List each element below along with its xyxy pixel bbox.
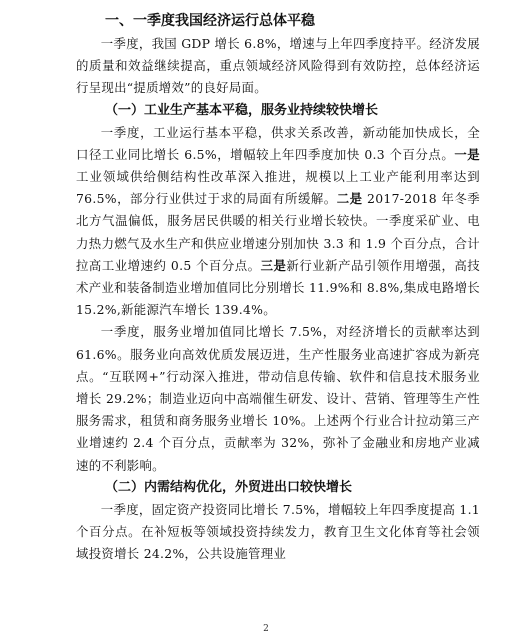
paragraph-demand: 一季度，固定资产投资同比增长 7.5%，增幅较上年四季度提高 1.1 个百分点。在补短板等领域投资持续发力，教育卫生文化体育等社会领域投资增长 24.2%，公共设施管理业 [76, 501, 480, 562]
paragraph-intro: 一季度，我国 GDP 增长 6.8%，增速与上年四季度持平。经济发展的质量和效益继续提高，重点领域经济风险得到有效防控，总体经济运行呈现出“提质增效”的良好局面。 [76, 36, 480, 96]
industry-marker-2: 二是 [336, 191, 363, 207]
section-heading: 一、一季度我国经济运行总体平稳 [105, 13, 315, 29]
industry-marker-3: 三是 [260, 257, 287, 273]
subsection-heading-industry: （一）工业生产基本平稳，服务业持续较快增长 [105, 102, 379, 118]
paragraph-services: 一季度，服务业增加值同比增长 7.5%，对经济增长的贡献率达到 61.6%。服务业向高效优质发展迈进，生产性服务业高速扩容成为新亮点。“互联网+”行动深入推进，带动信息传输、软件和信息技术服务业增长 29.2%；制造业迈向中高端催生研发、设计、营销、管理等生产性服务需求，租赁和商务服务业增长 10%。上述两个行业合计拉动第三产业增速约 2.4 个百分点，贡献率为 32%，弥补了金融业和房地产业减速的不利影响。 [76, 324, 480, 473]
industry-text-1: 一季度，工业运行基本平稳，供求关系改善，新动能加快成长，全口径工业同比增长 6.5%，增幅较上年四季度加快 0.3 个百分点。 [76, 124, 480, 162]
subsection-heading-demand: （二）内需结构优化，外贸进出口较快增长 [105, 479, 353, 495]
paragraph-industry [76, 122, 480, 322]
industry-text-3: 2017-2018 年冬季北方气温偏低，服务居民供暖的相关行业增长较快。一季度采矿业、电力热力燃气及水生产和供应业增速分别加快 3.3 和 1.9 个百分点，合计拉高工业增速约 0.5 个百分点。 [76, 191, 480, 273]
industry-marker-1: 一是 [454, 146, 481, 162]
industry-text-2: 工业领域供给侧结构性改革深入推进，规模以上工业产能利用率达到 76.5%，部分行业供过于求的局面有所缓解。 [76, 169, 480, 207]
industry-text-4: 新行业新产品引领作用增强，高技术产业和装备制造业增加值同比分别增长 11.9%和 8.8%,集成电路增长 15.2%,新能源汽车增长 139.4%。 [76, 257, 480, 318]
page-number: 2 [263, 624, 269, 634]
